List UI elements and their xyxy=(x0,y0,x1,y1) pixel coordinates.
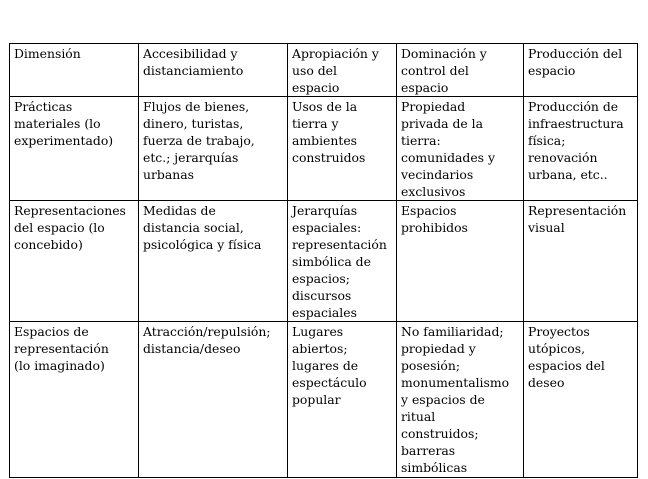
cell-text: Atracción/repulsión; distancia/deseo xyxy=(143,324,271,356)
header-accessibility: Accesibilidad y distanciamiento xyxy=(143,46,244,78)
header-appropriation: Apropiación y uso del espacio xyxy=(292,46,379,95)
header-cell xyxy=(139,44,288,97)
cell-text: Flujos de bienes, dinero, turistas, fuerza de trabajo, etc.; jerarquías urbanas xyxy=(143,99,255,182)
cell-text: Usos de la tierra y ambientes construidos xyxy=(292,99,366,165)
header-cell xyxy=(10,44,139,97)
row-label-representations-of-space: Representaciones del espacio (lo concebido) xyxy=(14,203,126,252)
header-cell xyxy=(524,44,638,97)
table-cell xyxy=(288,201,397,322)
header-dimension: Dimensión xyxy=(14,46,81,61)
table-row xyxy=(10,201,638,322)
table-cell xyxy=(10,201,139,322)
header-domination: Dominación y control del espacio xyxy=(401,46,487,95)
table-cell xyxy=(10,322,139,478)
header-cell xyxy=(288,44,397,97)
cell-text: Jerarquías espaciales: representación simbólica de espacios; discursos espaciales xyxy=(292,203,387,320)
table-cell xyxy=(139,201,288,322)
cell-text: Representación visual xyxy=(528,203,627,235)
table-cell xyxy=(524,201,638,322)
header-production: Producción del espacio xyxy=(528,46,623,78)
table-row xyxy=(10,322,638,478)
cell-text: No familiaridad; propiedad y posesión; monumentalismo y espacios de ritual construidos; barreras simbólicas xyxy=(401,324,510,475)
cell-text: Medidas de distancia social, psicológica y física xyxy=(143,203,262,252)
table-cell xyxy=(397,322,524,478)
table-cell xyxy=(10,97,139,201)
table-cell xyxy=(288,322,397,478)
table-cell xyxy=(288,97,397,201)
cell-text: Espacios prohibidos xyxy=(401,203,468,235)
table-cell xyxy=(524,97,638,201)
cell-text: Proyectos utópicos, espacios del deseo xyxy=(528,324,605,390)
header-cell xyxy=(397,44,524,97)
header-row xyxy=(10,44,638,97)
dimensions-table xyxy=(9,43,638,478)
table-cell xyxy=(397,201,524,322)
row-label-material-practices: Prácticas materiales (lo experimentado) xyxy=(14,99,114,148)
table-row xyxy=(10,97,638,201)
table-cell xyxy=(139,97,288,201)
table-cell xyxy=(397,97,524,201)
table-cell xyxy=(524,322,638,478)
table-cell xyxy=(139,322,288,478)
cell-text: Producción de infraestructura física; renovación urbana, etc.. xyxy=(528,99,624,182)
cell-text: Propiedad privada de la tierra: comunidades y vecindarios exclusivos xyxy=(401,99,495,199)
row-label-spaces-of-representation: Espacios de representación (lo imaginado) xyxy=(14,324,109,373)
cell-text: Lugares abiertos; lugares de espectáculo popular xyxy=(292,324,367,407)
